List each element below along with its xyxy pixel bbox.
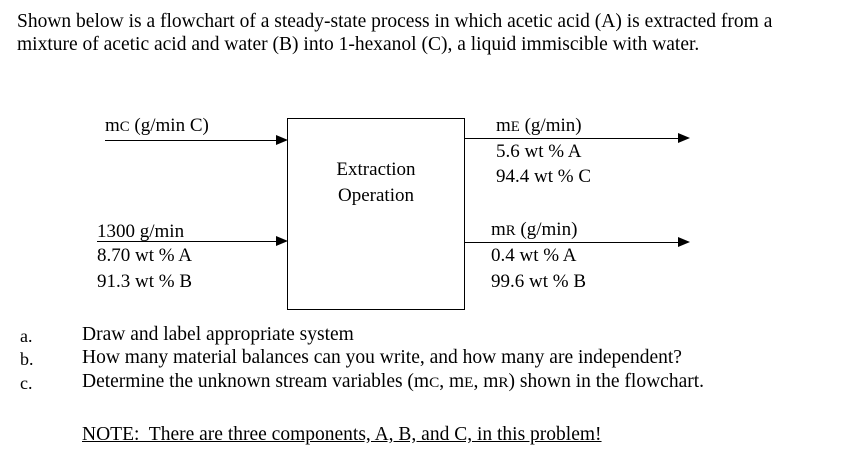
stream-c-label: mC (g/min C) (105, 115, 209, 136)
question-b-letter: b. (20, 349, 34, 369)
feed-rate: 1300 g/min (97, 221, 185, 242)
stream-e-label: mE (g/min) (496, 115, 582, 136)
question-c-letter: c. (20, 373, 33, 393)
stream-e-comp-c: 94.4 wt % C (496, 166, 591, 187)
question-c-text: Determine the unknown stream variables (mC, mE, mR) shown in the flowchart. (82, 371, 705, 392)
stream-e-comp-a: 5.6 wt % A (496, 141, 582, 162)
note: NOTE: There are three components, A, B, and C, in this problem! (82, 424, 602, 445)
stream-r-comp-b: 99.6 wt % B (491, 271, 586, 292)
box-line-2: Operation (338, 185, 414, 206)
feed-comp-b: 91.3 wt % B (97, 271, 192, 292)
stream-r-line (465, 242, 679, 243)
stream-e-line (465, 138, 679, 139)
question-b-text: How many material balances can you write, and how many are independent? (82, 347, 682, 368)
question-a-letter: a. (20, 326, 33, 346)
box-line-1: Extraction (336, 159, 416, 180)
question-a-text: Draw and label appropriate system (82, 324, 354, 345)
stream-r-arrowhead (678, 237, 690, 247)
stream-r-label: mR (g/min) (491, 219, 578, 240)
stream-r-comp-a: 0.4 wt % A (491, 245, 577, 266)
problem-intro: Shown below is a flowchart of a steady-state process in which acetic acid (A) is extracted from a mixture of acetic acid and water (B) into 1-hexanol (C), a liquid immiscible with water. (17, 11, 773, 55)
feed-comp-a: 8.70 wt % A (97, 245, 192, 266)
feed-line (97, 241, 277, 242)
stream-e-arrowhead (678, 133, 690, 143)
stream-c-line (105, 140, 277, 141)
extraction-box (287, 118, 465, 310)
